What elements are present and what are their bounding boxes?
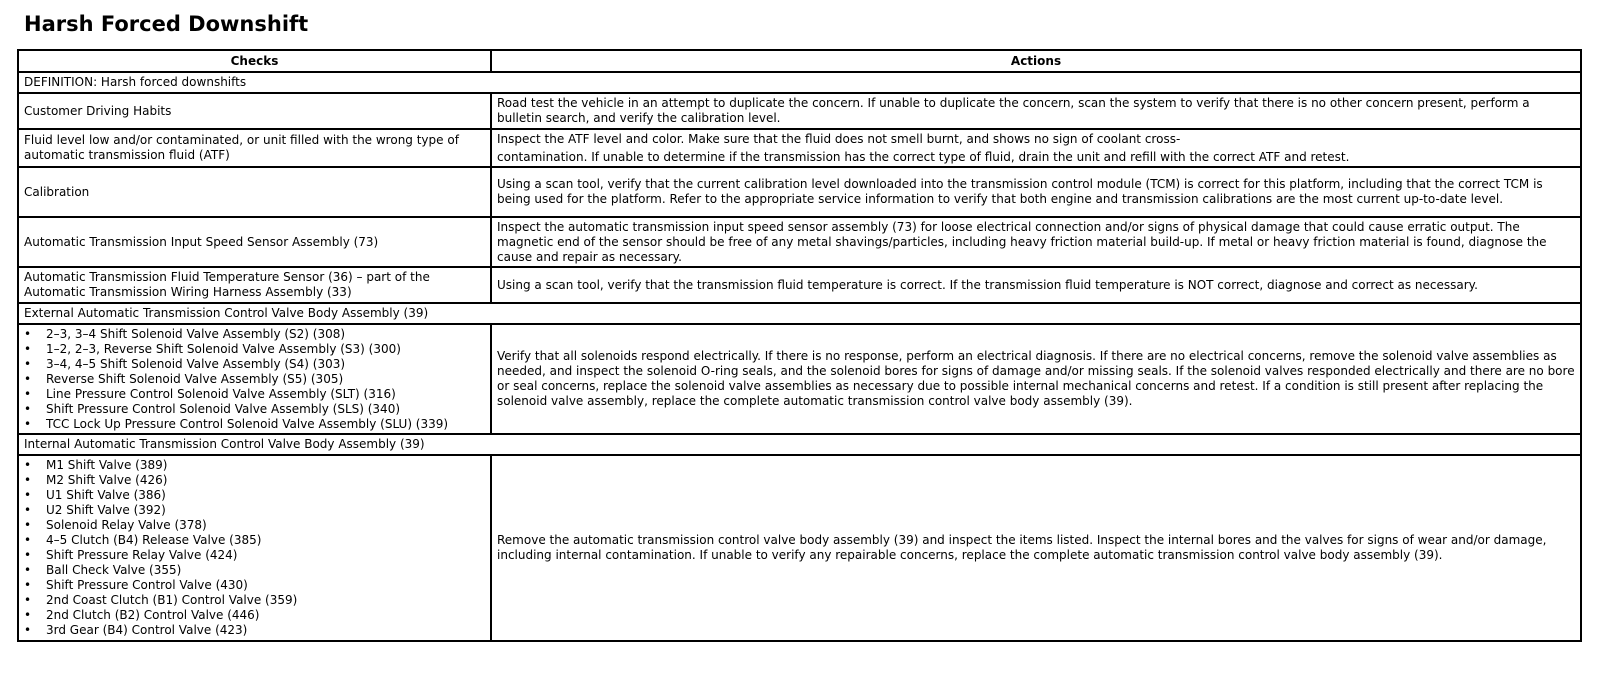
page-title: Harsh Forced Downshift (24, 12, 309, 36)
action-cell: Using a scan tool, verify that the current calibration level downloaded into the transmission control module (TCM) is correct for this platform, including that the correct TCM is being used for the platform. Refer to the appropriate service information to verify that both engine and transmission calibrations are the most current up-to-date level. (491, 167, 1581, 217)
diagnostic-table (17, 49, 1582, 642)
list-item: • Solenoid Relay Valve (378) (24, 518, 485, 533)
list-item: • 3–4, 4–5 Shift Solenoid Valve Assembly (S4) (303) (24, 357, 485, 372)
action-cell: Road test the vehicle in an attempt to duplicate the concern. If unable to duplicate the concern, scan the system to verify that there is no other concern present, perform a bulletin search, and verify the calibration level. (491, 93, 1581, 129)
check-cell: Customer Driving Habits (18, 93, 491, 129)
list-item: • 2nd Clutch (B2) Control Valve (446) (24, 608, 485, 623)
table-row (18, 455, 1581, 641)
definition-row (18, 72, 1581, 93)
list-item: • 4–5 Clutch (B4) Release Valve (385) (24, 533, 485, 548)
list-item: • Line Pressure Control Solenoid Valve Assembly (SLT) (316) (24, 387, 485, 402)
list-item: • Reverse Shift Solenoid Valve Assembly (S5) (305) (24, 372, 485, 387)
check-cell (18, 455, 491, 641)
table-header-row (18, 50, 1581, 72)
action-cell: Remove the automatic transmission control valve body assembly (39) and inspect the items listed. Inspect the internal bores and the valves for signs of wear and/or damage, including internal contamination. If unable to verify any repairable concerns, replace the complete automatic transmission control valve body assembly (39). (491, 455, 1581, 641)
check-cell: Automatic Transmission Input Speed Sensor Assembly (73) (18, 217, 491, 267)
table-row (18, 267, 1581, 303)
action-cell: Verify that all solenoids respond electrically. If there is no response, perform an electrical diagnosis. If there are no electrical concerns, remove the solenoid valve assemblies as needed, and inspect the solenoid O-ring seals, and the solenoid bores for signs of damage and/or missing seals. If the solenoid valves responded electrically and there are no bore or seal concerns, replace the solenoid valve assemblies as necessary due to possible internal mechanical concerns and retest. If a condition is still present after replacing the solenoid valve assembly, replace the complete automatic transmission control valve body assembly (39). (491, 324, 1581, 434)
table-row (18, 167, 1581, 217)
definition-text: DEFINITION: Harsh forced downshifts (18, 72, 1581, 93)
table-row (18, 324, 1581, 434)
table-row (18, 93, 1581, 129)
list-item: • 2nd Coast Clutch (B1) Control Valve (359) (24, 593, 485, 608)
list-item: • U1 Shift Valve (386) (24, 488, 485, 503)
table-row (18, 129, 1581, 167)
table-row (18, 217, 1581, 267)
section-heading-row (18, 303, 1581, 324)
list-item: • Shift Pressure Relay Valve (424) (24, 548, 485, 563)
check-cell: Calibration (18, 167, 491, 217)
list-item: • 2–3, 3–4 Shift Solenoid Valve Assembly (S2) (308) (24, 327, 485, 342)
action-cell (491, 129, 1581, 167)
internal-items-list (24, 458, 485, 638)
actions-header: Actions (491, 50, 1581, 72)
list-item: • Shift Pressure Control Valve (430) (24, 578, 485, 593)
list-item: • M2 Shift Valve (426) (24, 473, 485, 488)
list-item: • U2 Shift Valve (392) (24, 503, 485, 518)
external-items-list (24, 327, 485, 432)
section-heading-row (18, 434, 1581, 455)
list-item: • Ball Check Valve (355) (24, 563, 485, 578)
check-cell (18, 324, 491, 434)
action-cell: Inspect the automatic transmission input speed sensor assembly (73) for loose electrical connection and/or signs of physical damage that could cause erratic output. The magnetic end of the sensor should be free of any metal shavings/particles, including heavy friction material build-up. If metal or heavy friction material is found, diagnose the cause and repair as necessary. (491, 217, 1581, 267)
list-item: • Shift Pressure Control Solenoid Valve Assembly (SLS) (340) (24, 402, 485, 417)
external-section-heading: External Automatic Transmission Control Valve Body Assembly (39) (18, 303, 1581, 324)
action-line: contamination. If unable to determine if the transmission has the correct type of fluid, drain the unit and refill with the correct ATF and retest. (497, 149, 1350, 164)
list-item: • TCC Lock Up Pressure Control Solenoid Valve Assembly (SLU) (339) (24, 417, 485, 432)
list-item: • M1 Shift Valve (389) (24, 458, 485, 473)
check-cell: Fluid level low and/or contaminated, or unit filled with the wrong type of automatic transmission fluid (ATF) (18, 129, 491, 167)
check-cell: Automatic Transmission Fluid Temperature Sensor (36) – part of the Automatic Transmission Wiring Harness Assembly (33) (18, 267, 491, 303)
list-item: • 3rd Gear (B4) Control Valve (423) (24, 623, 485, 638)
internal-section-heading: Internal Automatic Transmission Control Valve Body Assembly (39) (18, 434, 1581, 455)
checks-header: Checks (18, 50, 491, 72)
action-cell: Using a scan tool, verify that the transmission fluid temperature is correct. If the transmission fluid temperature is NOT correct, diagnose and correct as necessary. (491, 267, 1581, 303)
list-item: • 1–2, 2–3, Reverse Shift Solenoid Valve Assembly (S3) (300) (24, 342, 485, 357)
action-line: Inspect the ATF level and color. Make sure that the fluid does not smell burnt, and shows no sign of coolant cross- (497, 131, 1181, 146)
